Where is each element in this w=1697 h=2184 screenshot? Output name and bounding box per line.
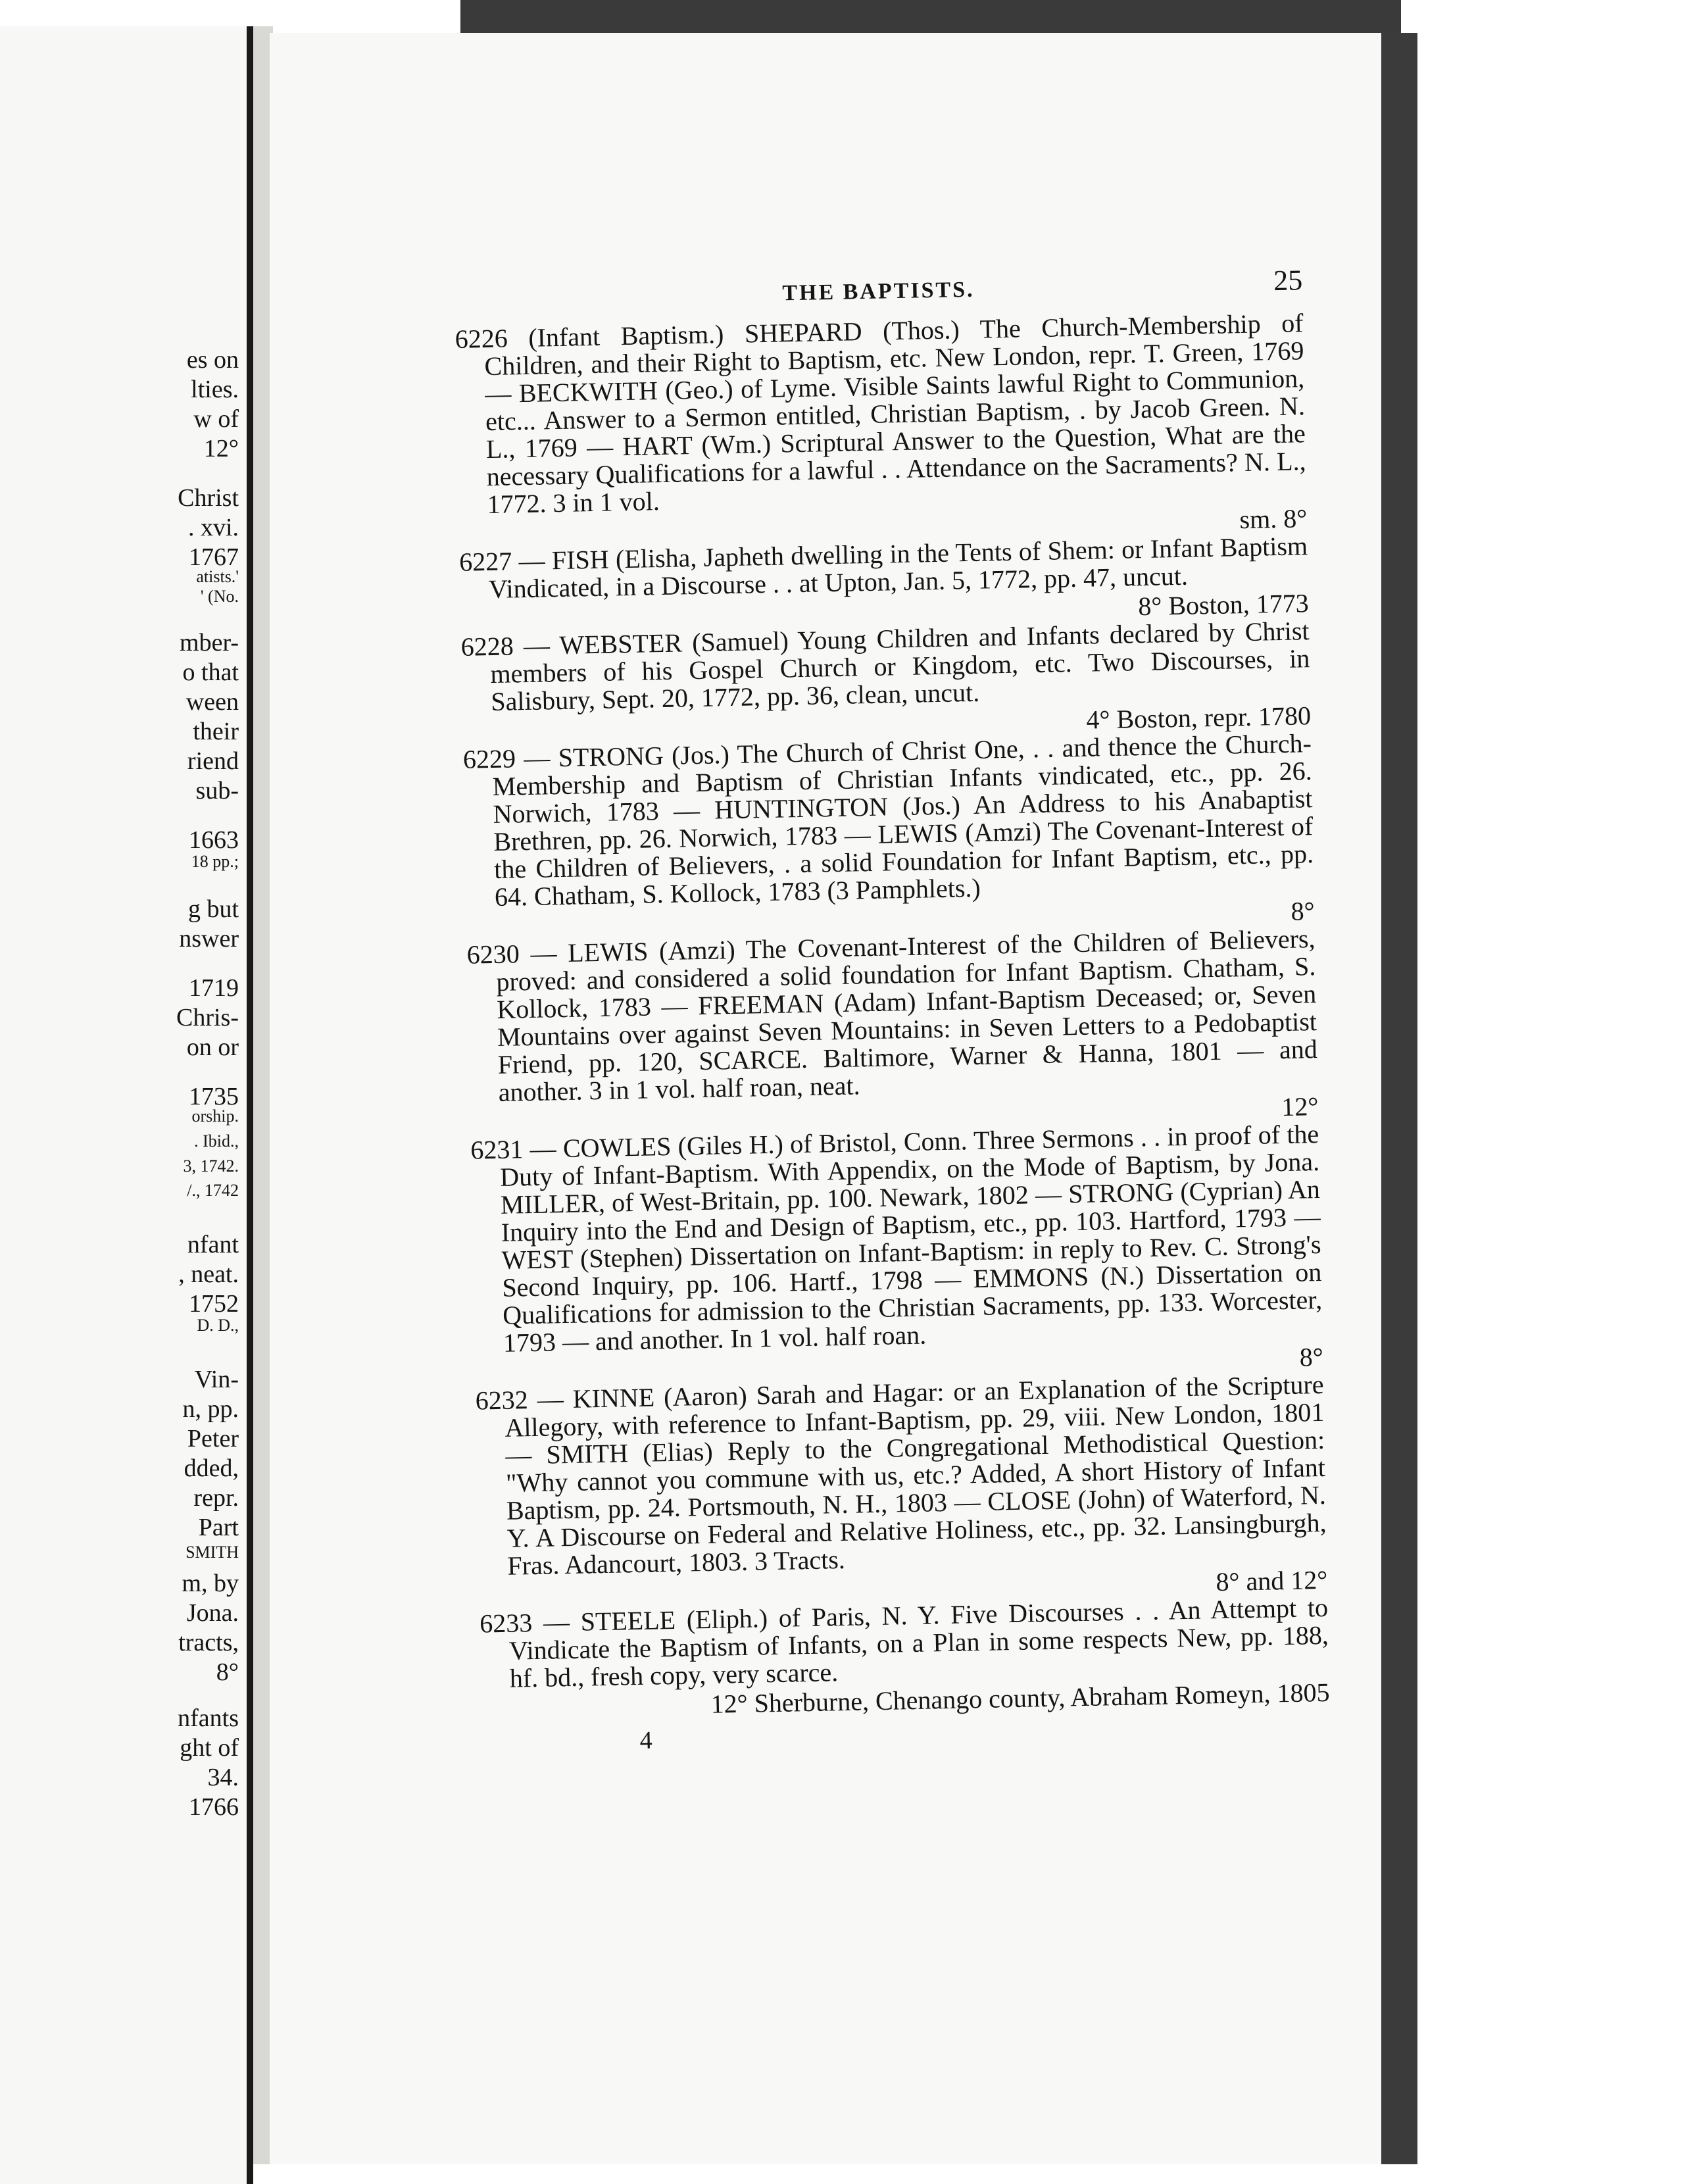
entry-imprint: 8° and 12°: [1216, 1564, 1328, 1597]
entry-imprint: sm. 8°: [1239, 503, 1308, 535]
entry-text: — KINNE (Aaron) Sarah and Hagar: or an Explanation of the Scripture Allegory, with reference to Infant-Baptism, pp. 29, viii. New London, 1801 — SMITH (Elias) Reply to the Congregational Methodistical Question: "Why cannot you commune with us, etc.? Added, A short History of Infant Baptism, pp. 24. Portsmouth, N. H., 1803 — CLOSE (John) of Waterford, N. Y. A Discourse on Federal and Relative Holiness, etc., pp. 32. Lansingburgh, Fras. Adancourt, 1803. 3 Tracts.: [504, 1369, 1327, 1581]
running-title: THE BAPTISTS.: [782, 277, 975, 306]
left-page-fragment: ween: [185, 688, 239, 716]
entry-body: [480, 1594, 1329, 1693]
left-page-fragment: atists.': [196, 567, 239, 586]
lot-number: 6228: [460, 631, 514, 662]
text-column: [454, 263, 1331, 1758]
left-page-fragment: . Ibid.,: [194, 1131, 239, 1151]
left-page-fragment: their: [193, 718, 239, 745]
left-page-fragment: 1663: [189, 826, 239, 854]
entry-text: — WEBSTER (Samuel) Young Children and Infants declared by Christ members of his Gospel Church or Kingdom, etc. Two Discourses, in Salisbury, Sept. 20, 1772, pp. 36, clean, uncut.: [490, 616, 1310, 717]
left-page-fragment: dded,: [184, 1454, 239, 1482]
catalog-entry: [460, 617, 1311, 746]
left-page-fragment: es on: [186, 346, 239, 374]
left-page-fragment: ght of: [180, 1734, 239, 1762]
left-page-fragment: nswer: [179, 925, 239, 953]
left-page-fragment: repr.: [193, 1484, 239, 1512]
left-page-fragment: Chris-: [176, 1004, 239, 1031]
entry-text: — COWLES (Giles H.) of Bristol, Conn. Three Sermons . . in proof of the Duty of Infant-Baptism. With Appendix, on the Mode of Baptism, by Jona. MILLER, of West-Britain, pp. 100. Newark, 1802 — STRONG (Cyprian) An Inquiry into the End and Design of Baptism, etc., pp. 103. Hartford, 1793 — WEST (Stephen) Dissertation on Infant-Baptism: in reply to Rev. C. Strong's Second Inquiry, pp. 106. Hartf., 1798 — EMMONS (N.) Dissertation on Qualifications for admission to the Christian Sacraments, pp. 133. Worcester, 1793 — and another. In 1 vol. half roan.: [499, 1118, 1323, 1358]
left-page-fragment: riend: [187, 747, 239, 775]
lot-number: 6232: [475, 1385, 529, 1416]
left-page-fragment: 18 pp.;: [191, 852, 239, 871]
entry-text: (Infant Baptism.) SHEPARD (Thos.) The Church-Membership of Children, and their Right to Baptism, etc. New London, repr. T. Green, 1769 — BECKWITH (Geo.) of Lyme. Visible Saints lawful Right to Communion, etc... Answer to a Sermon entitled, Christian Baptism, . by Jacob Green. N. L., 1769 — HART (Wm.) Scriptural Answer to the Question, What are the necessary Qualifications for a lawful . . Attendance on the Sacraments? N. L., 1772. 3 in 1 vol.: [484, 308, 1306, 520]
left-page-fragment: SMITH: [185, 1543, 239, 1562]
right-margin: [1401, 0, 1697, 2184]
left-page: [0, 26, 253, 2184]
entry-body: [470, 1120, 1323, 1358]
left-page-fragment: o that: [182, 658, 239, 686]
entry-body: [466, 925, 1318, 1107]
entry-body: [475, 1371, 1327, 1581]
entry-imprint: 8° Boston, 1773: [1137, 588, 1310, 622]
left-page-fragment: Vin-: [194, 1366, 239, 1393]
catalog-entry: [475, 1371, 1327, 1610]
left-page-edge: [247, 26, 253, 2184]
entry-body: [455, 309, 1306, 519]
lot-number: 6233: [479, 1608, 533, 1639]
left-page-fragment: orship.: [191, 1106, 239, 1126]
catalog-entry: [463, 730, 1315, 941]
left-page-fragment: g but: [187, 895, 239, 923]
lot-number: 6226: [455, 323, 508, 354]
left-page-fragment: 8°: [216, 1658, 239, 1686]
left-page-fragment: 34.: [207, 1764, 239, 1791]
catalog-entry: [470, 1120, 1323, 1387]
lot-number: 6230: [466, 939, 520, 970]
left-page-fragment: mber-: [180, 629, 239, 657]
left-page-fragment: sub-: [195, 777, 239, 805]
left-page-fragment: 1752: [189, 1290, 239, 1318]
left-page-fragment: nfant: [187, 1231, 239, 1258]
lot-number: 6231: [470, 1134, 524, 1165]
entry-imprint: 8°: [1291, 896, 1316, 926]
left-page-fragment: Jona.: [186, 1599, 239, 1627]
entry-body: [460, 617, 1310, 716]
page-number: 25: [1273, 264, 1303, 297]
left-page-fragment: n, pp.: [182, 1395, 239, 1423]
lot-number: 6229: [462, 743, 516, 774]
left-page-fragment: . xvi.: [187, 514, 239, 541]
left-page-fragment: , neat.: [178, 1260, 239, 1288]
left-page-fragment: nfants: [178, 1704, 239, 1732]
left-page-fragment: m, by: [182, 1570, 239, 1597]
left-page-fragment: w of: [193, 405, 239, 433]
entry-imprint: 8°: [1299, 1341, 1324, 1372]
entry-text: — LEWIS (Amzi) The Covenant-Interest of the Children of Believers, proved: and considered a solid foundation for Infant Baptism. Chatham, S. Kollock, 1783 — FREEMAN (Adam) Infant-Baptism Deceased; or, Seven Mountains over against Seven Mountains: in Seven Letters to a Pedobaptist Friend, pp. 120, SCARCE. Baltimore, Warner & Hanna, 1801 — and another. 3 in 1 vol. half roan, neat.: [496, 924, 1318, 1107]
entry-imprint: 12° Sherburne, Chenango county, Abraham Romeyn, 1805: [710, 1677, 1330, 1719]
entry-list: [455, 309, 1330, 1722]
catalog-entry: [480, 1594, 1330, 1723]
left-page-fragment: 1719: [189, 974, 239, 1002]
left-page-fragment: ' (No.: [200, 587, 239, 606]
book-edge-right: [1378, 33, 1417, 2184]
left-page-fragment: D. D.,: [197, 1316, 239, 1335]
left-page-fragment: Part: [198, 1514, 239, 1541]
left-page-fragment: 12°: [203, 435, 239, 462]
signature-mark: 4: [639, 1726, 653, 1754]
left-page-fragment: 3, 1742.: [183, 1156, 239, 1176]
bottom-margin: [253, 2164, 1697, 2184]
entry-text: — FISH (Elisha, Japheth dwelling in the Tents of Shem: or Infant Baptism Vindicated, in a Discourse . . at Upton, Jan. 5, 1772, pp. 47, uncut.: [488, 531, 1308, 605]
left-page-fragment: Christ: [178, 484, 239, 512]
left-page-fragment: 1766: [189, 1793, 239, 1821]
left-page-fragment: 1735: [189, 1083, 239, 1110]
left-page-fragment: on or: [186, 1033, 239, 1061]
left-page-fragment: /., 1742: [187, 1181, 239, 1200]
left-page-fragment: tracts,: [178, 1629, 239, 1656]
entry-text: — STRONG (Jos.) The Church of Christ One, . . and thence the Church-Membership and Baptism of Christian Infants vindicated, etc., pp. 26. Norwich, 1783 — HUNTINGTON (Jos.) An Address to his Anabaptist Brethren, pp. 26. Norwich, 1783 — LEWIS (Amzi) The Covenant-Interest of the Children of Believers, . a solid Foundation for Infant Baptism, etc., pp. 64. Chatham, S. Kollock, 1783 (3 Pamphlets.): [492, 728, 1314, 912]
entry-text: — STEELE (Eliph.) of Paris, N. Y. Five Discourses . . An Attempt to Vindicate the Baptism of Infants, on a Plan in some respects New, pp. 188, hf. bd., fresh copy, very scarce.: [508, 1592, 1329, 1693]
left-page-fragment: Peter: [187, 1425, 239, 1452]
entry-body: [463, 730, 1315, 912]
entry-imprint: 12°: [1281, 1091, 1319, 1122]
catalog-entry: [455, 309, 1307, 549]
entry-imprint: 4° Boston, repr. 1780: [1086, 701, 1312, 735]
left-page-fragment: 1767: [189, 543, 239, 571]
left-page-fragment: lties.: [191, 376, 239, 403]
catalog-entry: [466, 925, 1318, 1137]
lot-number: 6227: [458, 546, 512, 577]
